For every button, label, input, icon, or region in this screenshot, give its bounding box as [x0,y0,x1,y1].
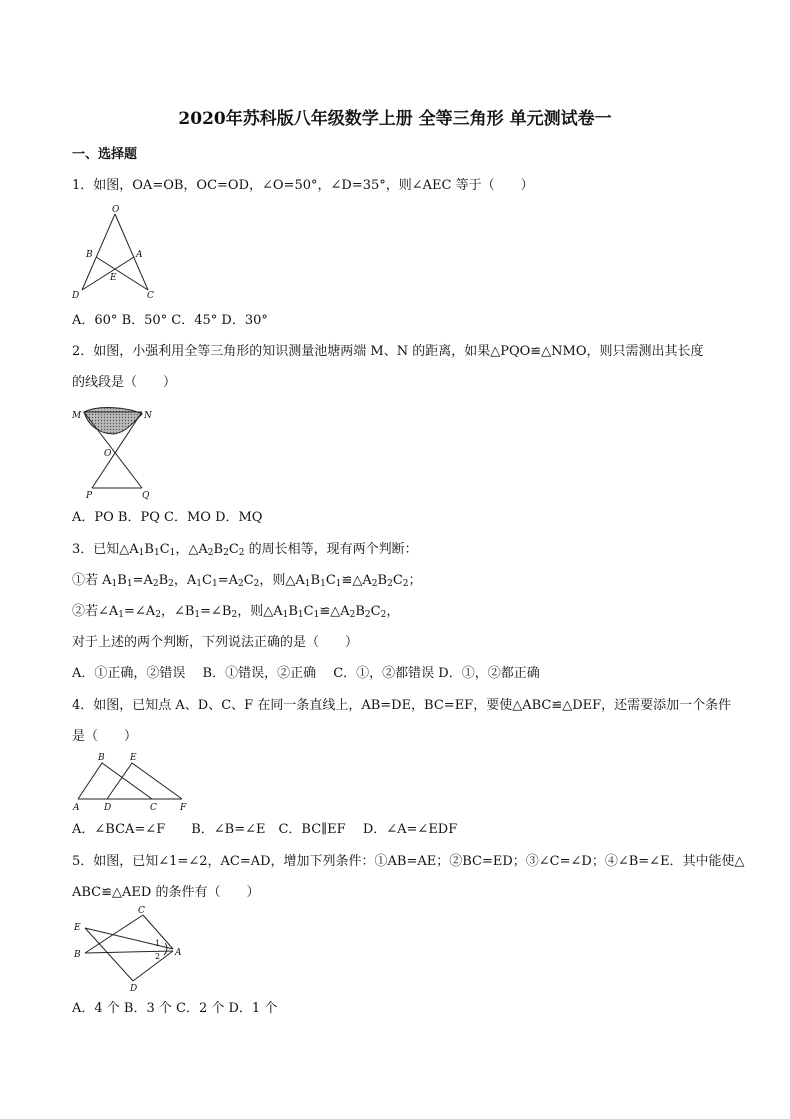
q2-line1: 2．如图，小强利用全等三角形的知识测量池塘两端 M、N 的距离，如果△PQO≌△NMO，则只需测出其长度 [72,344,704,359]
q5-line-DA [133,951,173,981]
page-title: 2020年苏科版八年级数学上册 全等三角形 单元测试卷一 [178,109,612,129]
q4-label-f: F [180,803,187,813]
q5-label-c: C [138,906,145,916]
q1-label-b: B [86,250,93,260]
q5-line-BC [85,915,143,953]
q1-line-OC [115,214,148,290]
q2-label-n: N [144,411,152,421]
q5-angle-arc [164,943,167,955]
q1-figure [68,202,168,302]
q4-label-c: C [150,803,157,813]
q4-label-d: D [104,803,112,813]
q1-options: A．60° B．50° C．45° D．30° [72,313,268,328]
q2-line2: 的线段是（ ） [72,375,177,390]
q2-label-q: Q [142,491,150,501]
q3-options: A．①正确，②错误 B．①错误，②正确 C．①，②都错误 D．①，②都正确 [72,666,540,681]
q3-line1: 3．已知$\triangle A_1B_1C_1$，$\triangle A_2B_2C_2$ 的周长相等，现有两个判断： [72,542,418,558]
q5-options: A．4 个 B．3 个 C．2 个 D．1 个 [72,1001,278,1016]
q2-figure [70,404,160,504]
q1-label-d: D [72,291,80,301]
q5-label-b: B [74,950,81,960]
q1-line-AD [82,257,134,290]
q2-label-m: M [72,411,82,421]
q4-label-b: B [98,753,105,763]
q2-label-p: P [86,491,93,501]
q1-label-a: A [136,250,143,260]
q5-figure [70,905,190,995]
q1-label-e: E [110,273,117,283]
section-heading: 一、选择题 [72,147,138,162]
q4-line1: 4．如图，已知点 A、D、C、F 在同一条直线上，AB=DE，BC=EF，要使△ABC≌△DEF，还需要添加一个条件 [72,698,732,713]
q1-line-BC [96,257,148,290]
q2-options: A．PO B．PQ C．MO D．MQ [72,510,263,525]
q5-label-d: D [130,984,138,994]
q5-line1: 5．如图，已知∠1=∠2，AC=AD，增加下列条件：①AB=AE；②BC=ED；③∠C=∠D；④∠B=∠E．其中能使△ [72,854,745,869]
q4-figure [70,752,190,812]
q4-triangle-abc [78,763,152,799]
q5-line-ED [85,928,133,981]
q2-label-o: O [104,449,112,459]
q1-label-o: O [112,205,120,215]
q5-line2: ABC≌△AED 的条件有（ ） [72,885,260,900]
q1-text: 1．如图，OA=OB，OC=OD，∠O=50°，∠D=35°，则∠AEC 等于（ ） [72,178,534,193]
q3-line4: 对于上述的两个判断，下列说法正确的是（ ） [72,635,359,650]
q3-statement-2: ②若$\angle A_1=\angle A_2$，$\angle B_1=\angle B_2$，则$\triangle A_1B_1C_1≌\triangle A_2B_2C_2$， [72,604,400,620]
q2-pond [84,408,142,434]
q1-label-c: C [147,291,154,301]
q4-line2: 是（ ） [72,729,138,744]
q5-label-e: E [74,923,81,933]
q4-label-a: A [73,803,80,813]
q5-label-angle1: 1 [155,939,161,948]
q4-label-e: E [130,753,137,763]
q4-options: A．∠BCA=∠F B．∠B=∠E C．BC∥EF D．∠A=∠EDF [72,822,458,837]
q5-label-angle2: 2 [155,952,161,961]
q3-statement-1: ①若 $A_1B_1=A_2B_2$，$A_1C_1=A_2C_2$，则$\triangle A_1B_1C_1≌\triangle A_2B_2C_2$； [72,573,422,589]
q5-label-a: A [175,948,182,958]
